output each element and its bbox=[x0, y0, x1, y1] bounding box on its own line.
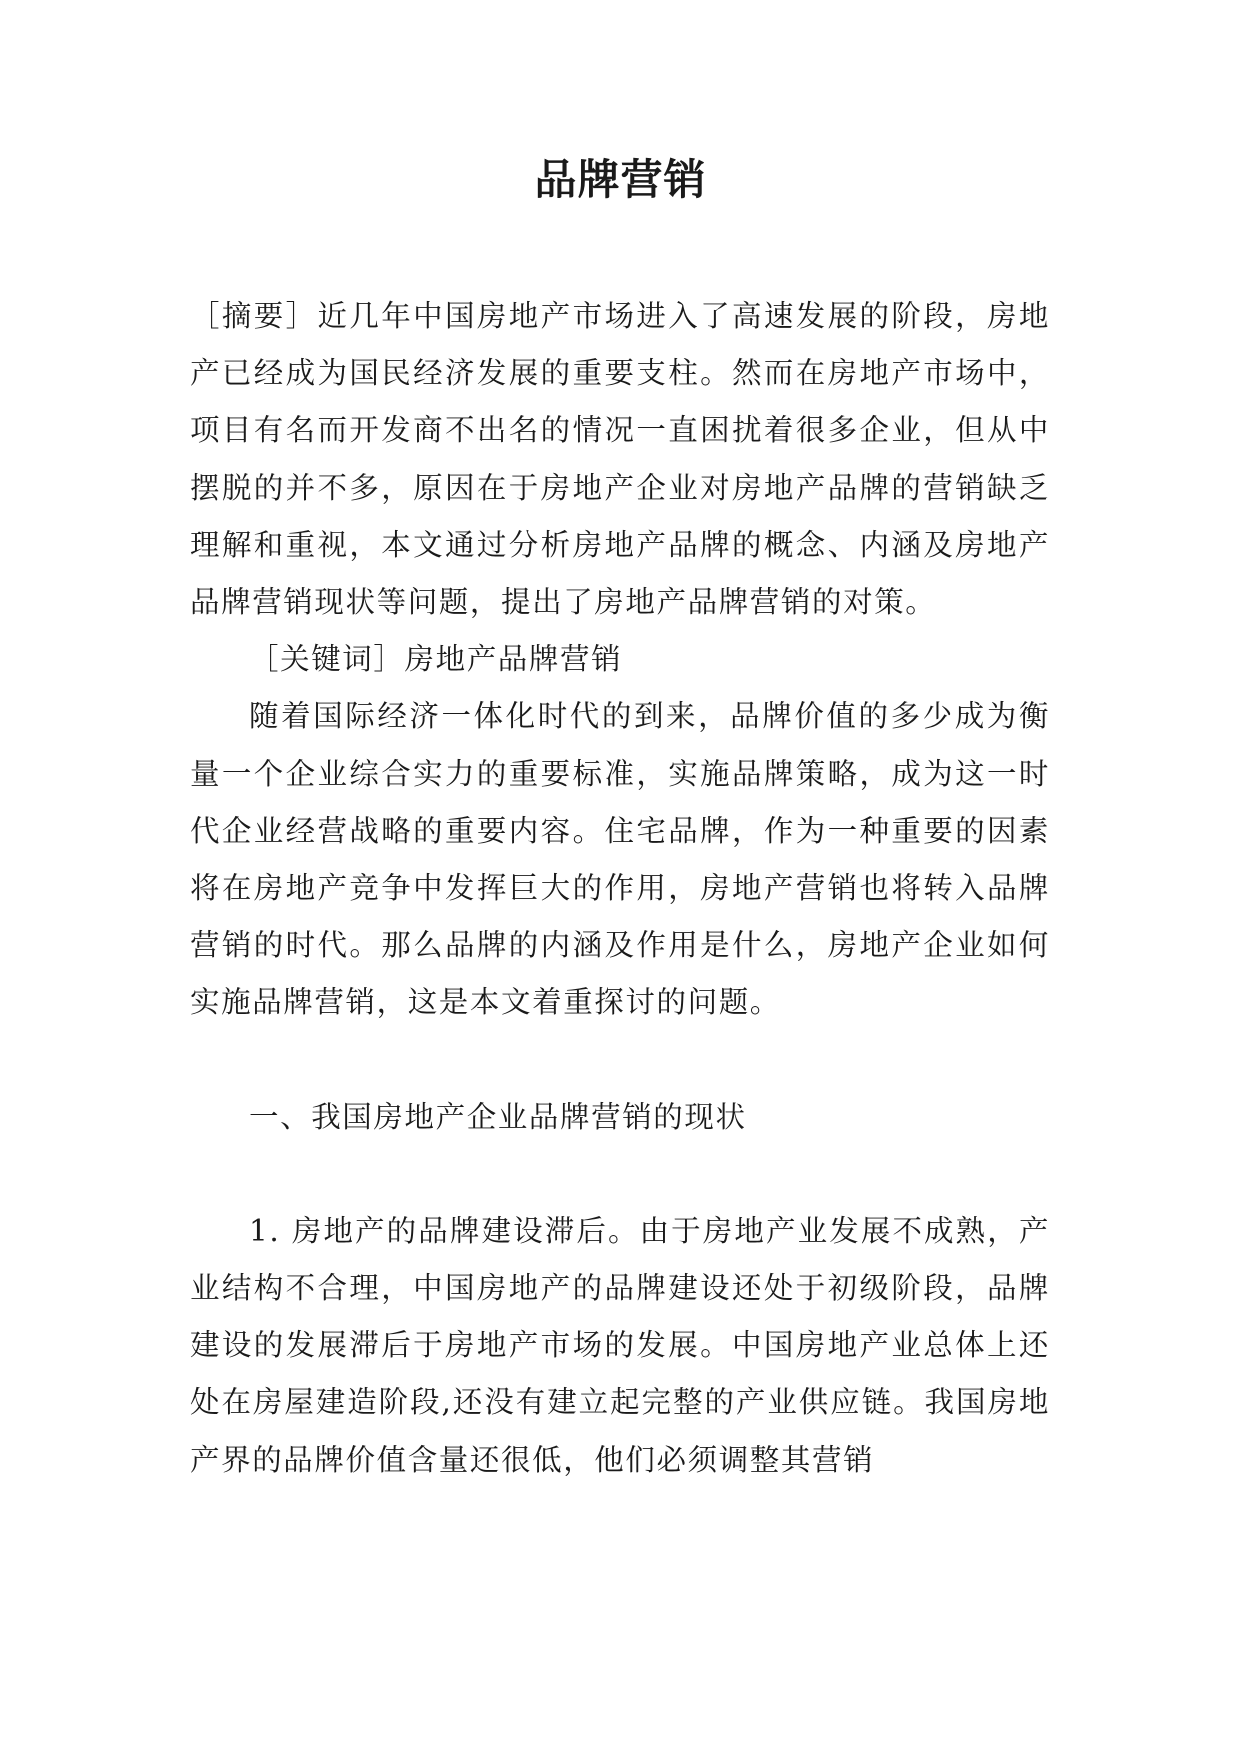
document-body bbox=[190, 288, 1050, 1489]
section-heading: 一、我国房地产企业品牌营销的现状 bbox=[249, 1099, 747, 1134]
body-paragraph: 1. 房地产的品牌建设滞后。由于房地产业发展不成熟，产业结构不合理，中国房地产的品牌建设还处于初级阶段，品牌建设的发展滞后于房地产市场的发展。中国房地产业总体上还处在房屋建造阶段,还没有建立起完整的产业供应链。我国房地产界的品牌价值含量还很低，他们必须调整其营销 bbox=[190, 1213, 1050, 1477]
keywords-paragraph: ［关键词］房地产品牌营销 bbox=[249, 642, 623, 677]
intro-paragraph: 随着国际经济一体化时代的到来，品牌价值的多少成为衡量一个企业综合实力的重要标准，实施品牌策略，成为这一时代企业经营战略的重要内容。住宅品牌，作为一种重要的因素将在房地产竞争中发挥巨大的作用，房地产营销也将转入品牌营销的时代。那么品牌的内涵及作用是什么，房地产企业如何实施品牌营销，这是本文着重探讨的问题。 bbox=[190, 699, 1050, 1020]
abstract-paragraph: ［摘要］近几年中国房地产市场进入了高速发展的阶段，房地产已经成为国民经济发展的重要支柱。然而在房地产市场中，项目有名而开发商不出名的情况一直困扰着很多企业，但从中摆脱的并不多，原因在于房地产企业对房地产品牌的营销缺乏理解和重视，本文通过分析房地产品牌的概念、内涵及房地产品牌营销现状等问题，提出了房地产品牌营销的对策。 bbox=[190, 299, 1050, 620]
document-title: 品牌营销 bbox=[534, 155, 707, 204]
